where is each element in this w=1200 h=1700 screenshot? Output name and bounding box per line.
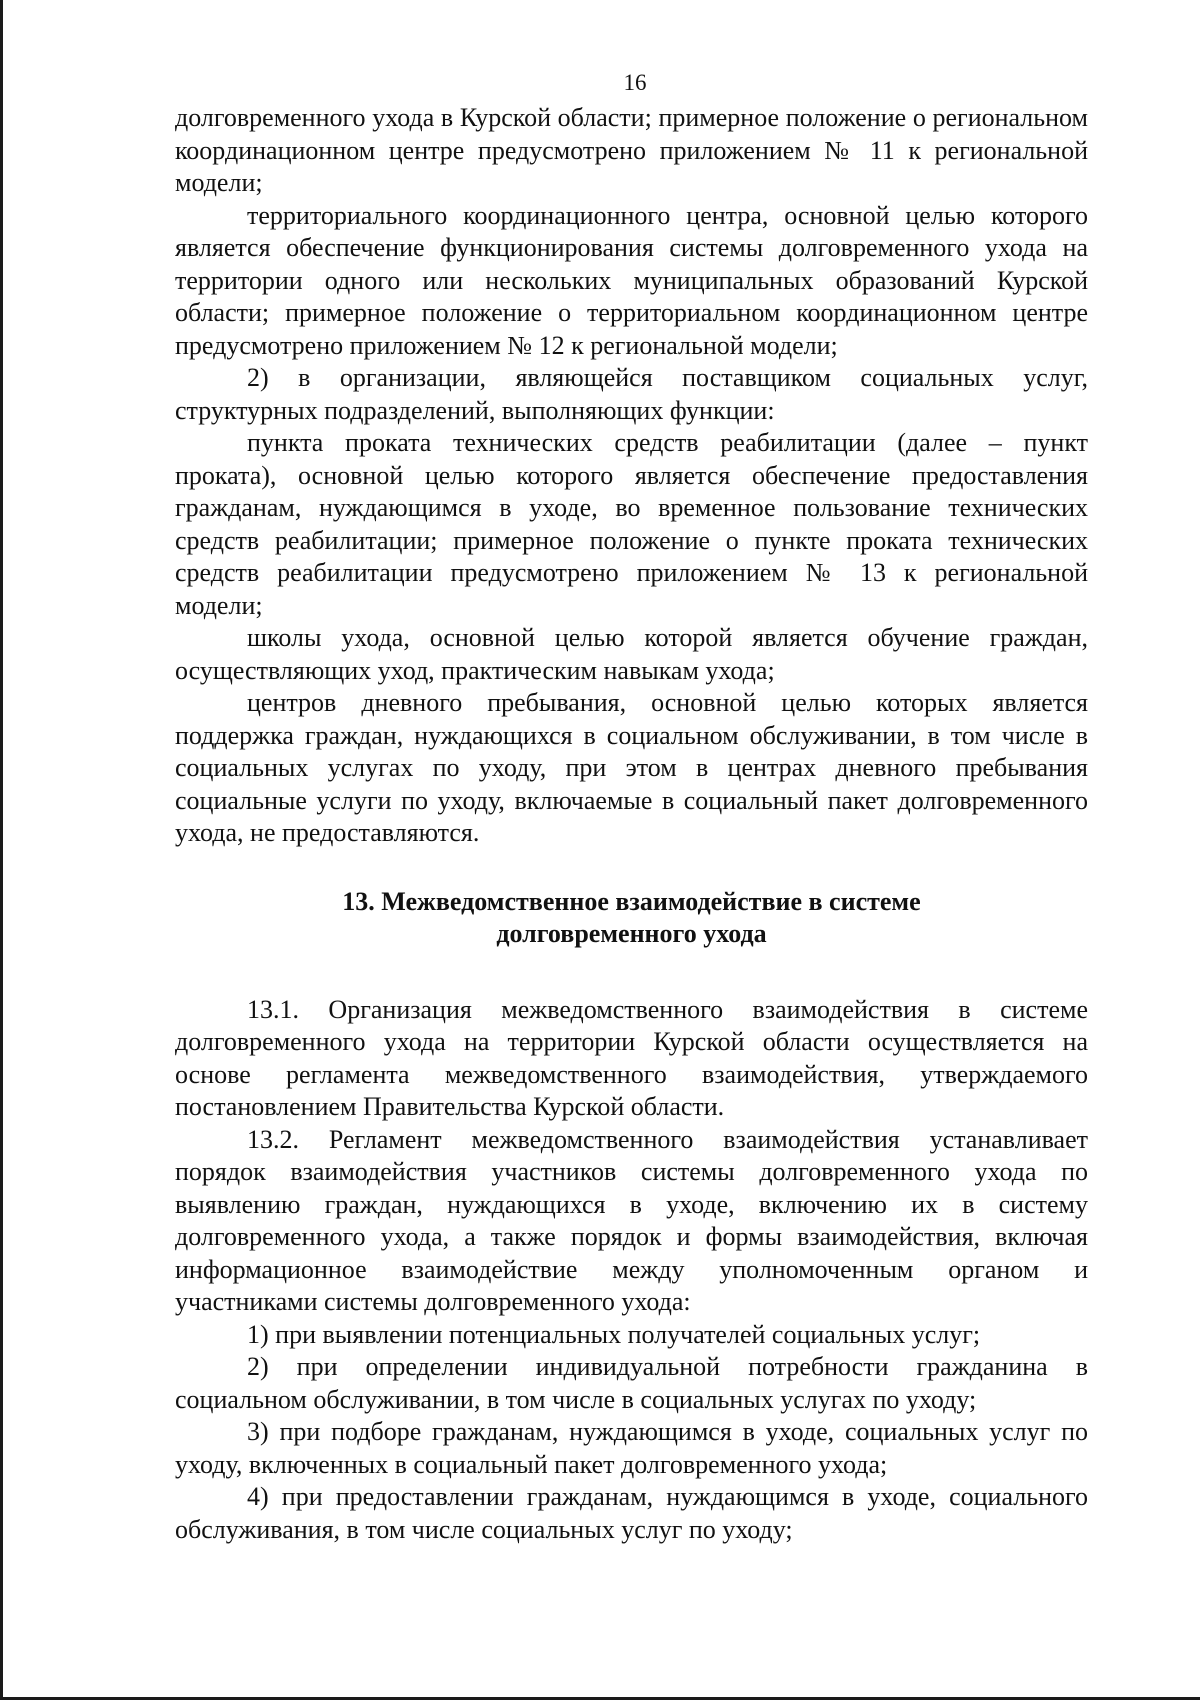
paragraph-day-centers: центров дневного пребывания, основной целью которых является поддержка граждан, нуждающихся в социальном обслуживании, в том числе в социальных услугах по уходу, при этом в центрах дневного пребывания социальные услуги по уходу, включаемые в социальный пакет долговременного ухода, не предоставляются. [175, 688, 1088, 847]
paragraph-rental-point: пункта проката технических средств реабилитации (далее – пункт проката), основной целью которого является обеспечение предоставления гражданам, нуждающимся в уходе, во временное пользование технических средств реабилитации; примерное положение о пункте проката технических средств реабилитации предусмотрено приложением № 13 к региональной модели; [175, 428, 1088, 620]
document-body [175, 102, 1088, 1546]
paragraph-13-1: 13.1. Организация межведомственного взаимодействия в системе долговременного ухода на территории Курской области осуществляется на основе регламента межведомственного взаимодействия, утверждаемого постановлением Правительства Курской области. [175, 994, 1088, 1121]
paragraph-care-school: школы ухода, основной целью которой является обучение граждан, осуществляющих уход, практическим навыкам ухода; [175, 623, 1088, 685]
scan-border-left [0, 0, 3, 1700]
list-item-2: 2) при определении индивидуальной потребности гражданина в социальном обслуживании, в том числе в социальных услугах по уходу; [175, 1352, 1088, 1414]
list-item-4: 4) при предоставлении гражданам, нуждающимся в уходе, социального обслуживания, в том числе социальных услуг по уходу; [175, 1482, 1088, 1544]
paragraph-provider-units: 2) в организации, являющейся поставщиком социальных услуг, структурных подразделений, выполняющих функции: [175, 363, 1088, 425]
list-item-1: 1) при выявлении потенциальных получателей социальных услуг; [247, 1319, 981, 1349]
paragraph-13-2: 13.2. Регламент межведомственного взаимодействия устанавливает порядок взаимодействия участников системы долговременного ухода по выявлению граждан, нуждающихся в уходе, включению их в систему долговременного ухода, а также порядок и формы взаимодействия, включая информационное взаимодействие между уполномоченным органом и участниками системы долговременного ухода: [175, 1124, 1088, 1316]
section-heading-line-1: 13. Межведомственное взаимодействие в системе [342, 886, 921, 916]
list-item-3: 3) при подборе гражданам, нуждающимся в уходе, социальных услуг по уходу, включенных в социальный пакет долговременного ухода; [175, 1417, 1088, 1479]
paragraph-territorial-center: территориального координационного центра, основной целью которого является обеспечение функционирования системы долговременного ухода на территории одного или нескольких муниципальных образований Курской области; примерное положение о территориальном координационном центре предусмотрено приложением № 12 к региональной модели; [175, 200, 1088, 360]
paragraph-continuation: долговременного ухода в Курской области; примерное положение о региональном координационном центре предусмотрено приложением № 11 к региональной модели; [175, 103, 1088, 197]
section-heading-line-2: долговременного ухода [496, 918, 767, 948]
page-number: 16 [623, 70, 647, 95]
